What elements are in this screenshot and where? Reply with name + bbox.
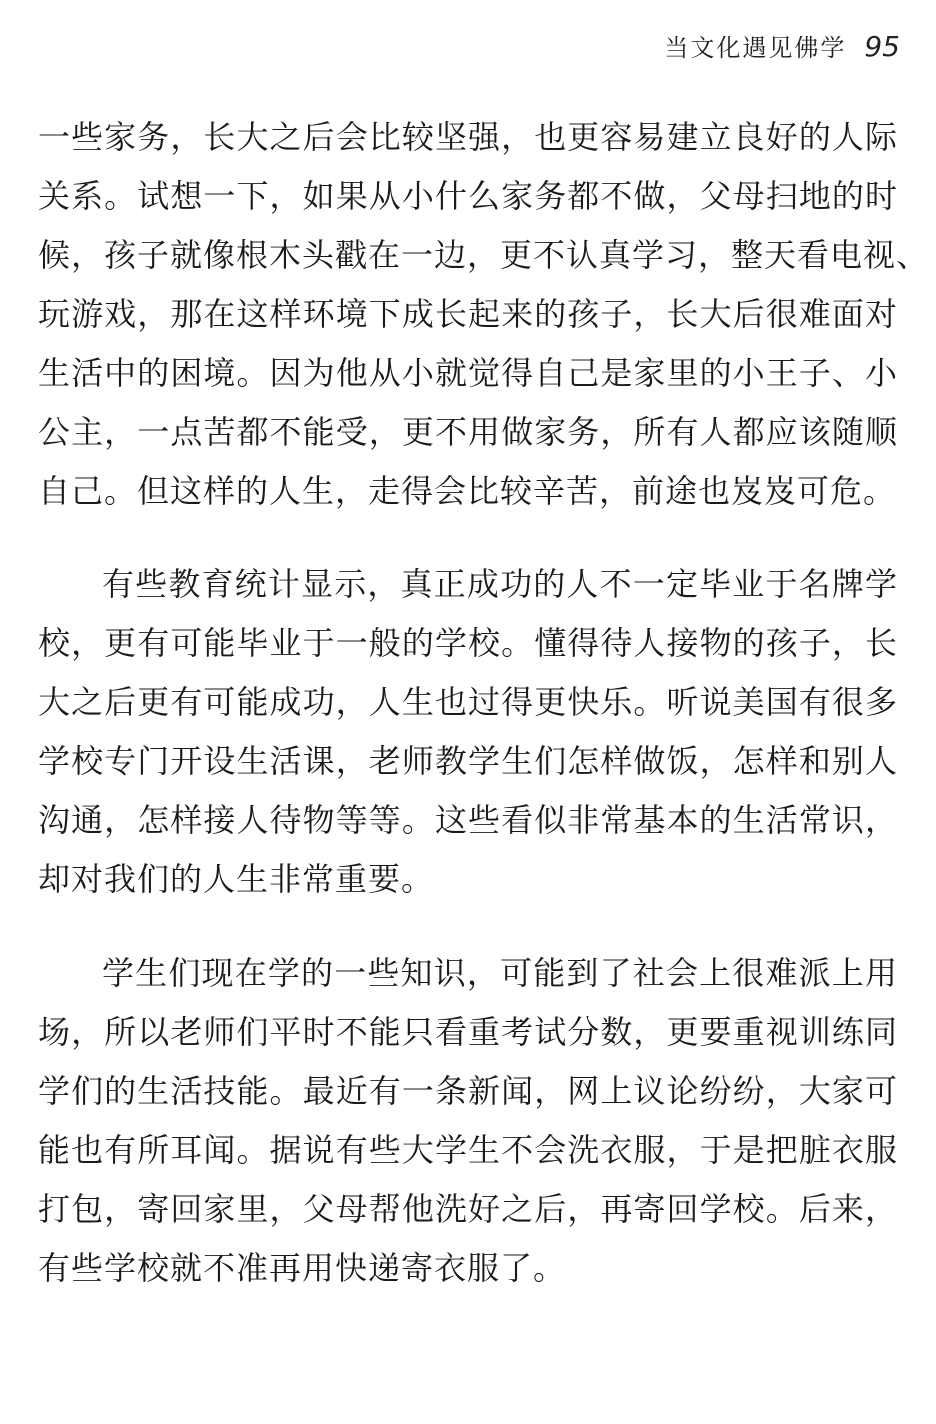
running-header (664, 28, 900, 63)
text-line: 学生们现在学的一些知识，可能到了社会上很难派上用 (102, 954, 898, 992)
text-line: 校，更有可能毕业于一般的学校。懂得待人接物的孩子，长 (38, 624, 898, 662)
text-line: 自己。但这样的人生，走得会比较辛苦，前途也岌岌可危。 (38, 472, 897, 510)
text-line: 大之后更有可能成功，人生也过得更快乐。听说美国有很多 (38, 683, 898, 721)
text-line: 关系。试想一下，如果从小什么家务都不做，父母扫地的时 (38, 177, 898, 215)
page-number: 95 (864, 30, 900, 63)
text-line: 生活中的困境。因为他从小就觉得自己是家里的小王子、小 (38, 354, 898, 392)
text-line: 一些家务，长大之后会比较坚强，也更容易建立良好的人际 (38, 118, 898, 156)
header-title: 当文化遇见佛学 (664, 34, 847, 62)
paragraph-2 (38, 555, 898, 909)
text-line: 能也有所耳闻。据说有些大学生不会洗衣服，于是把脏衣服 (38, 1131, 898, 1169)
text-line: 沟通，怎样接人待物等等。这些看似非常基本的生活常识， (38, 801, 898, 839)
text-line: 有些学校就不准再用快递寄衣服了。 (38, 1249, 567, 1287)
text-line: 公主，一点苦都不能受，更不用做家务，所有人都应该随顺 (38, 413, 898, 451)
paragraph-1 (38, 108, 930, 521)
text-line: 打包，寄回家里，父母帮他洗好之后，再寄回学校。后来， (38, 1190, 898, 1228)
text-line: 却对我们的人生非常重要。 (38, 860, 435, 898)
text-line: 场，所以老师们平时不能只看重考试分数，更要重视训练同 (38, 1013, 898, 1051)
text-line: 玩游戏，那在这样环境下成长起来的孩子，长大后很难面对 (38, 295, 898, 333)
text-line: 有些教育统计显示，真正成功的人不一定毕业于名牌学 (102, 565, 898, 603)
text-line: 学校专门开设生活课，老师教学生们怎样做饭，怎样和别人 (38, 742, 898, 780)
text-line: 候，孩子就像根木头戳在一边，更不认真学习，整天看电视、 (38, 236, 930, 274)
paragraph-3 (38, 944, 898, 1298)
text-line: 学们的生活技能。最近有一条新闻，网上议论纷纷，大家可 (38, 1072, 898, 1110)
